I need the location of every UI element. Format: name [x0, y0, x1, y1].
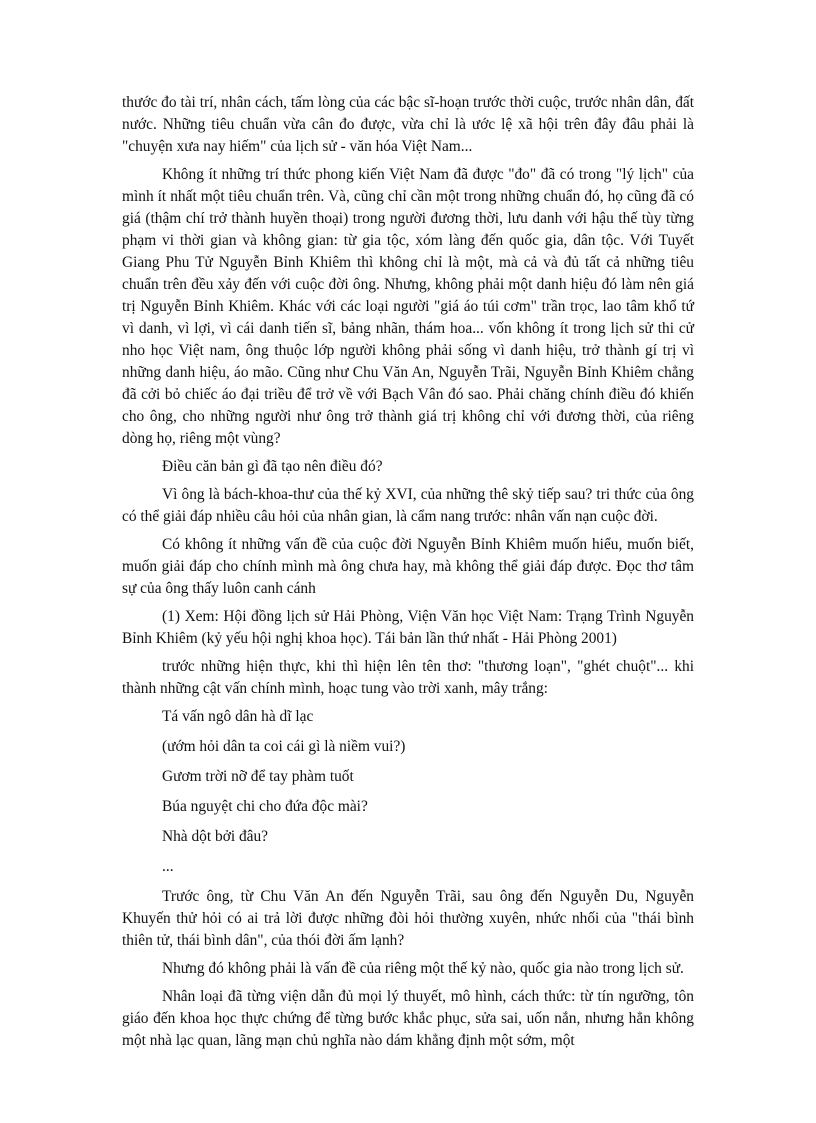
document-page [122, 92, 694, 1058]
paragraph-intellectuals: Không ít những trí thức phong kiến Việt Nam đã được "đo" đã có trong "lý lịch" của mình ít nhất một tiêu chuẩn trên. Và, cũng chỉ cần một trong những chuẩn đó, họ cũng đã có giá (thậm chí trở thành huyền thoại) trong người đương thời, lưu danh với hậu thế tùy từng phạm vi thời gian và không gian: từ gia tộc, xóm làng đến quốc gia, dân tộc. Với Tuyết Giang Phu Tử Nguyễn Bỉnh Khiêm thì không chỉ là một, mà cả và đủ tất cả những tiêu chuẩn trên đều xảy đến với cuộc đời ông. Nhưng, không phải một danh hiệu đó làm nên giá trị Nguyễn Bỉnh Khiêm. Khác với các loại người "giá áo túi cơm" trần trọc, lao tâm khổ tứ vì danh, vì lợi, vì cái danh tiến sĩ, bảng nhãn, thám hoa... vốn không ít trong lịch sử thi cử nho học Việt nam, ông thuộc lớp người không phải sống vì danh hiệu, trở thành gí trị vì những danh hiệu, áo mão. Cũng như Chu Văn An, Nguyễn Trãi, Nguyễn Bỉnh Khiêm chẳng đã cởi bỏ chiếc áo đại triều để trở về với Bạch Vân đó sao. Phải chăng chính điều đó khiến cho ông, cho những người như ông trở thành giá trị không chỉ với đương thời, của riêng dòng họ, riêng một vùng? [122, 166, 694, 447]
paragraph-continued: thước đo tài trí, nhân cách, tấm lòng của các bậc sĩ-hoạn trước thời cuộc, trước nhân dân, đất nước. Những tiêu chuẩn vừa cân đo được, vừa chỉ là ước lệ xã hội trên đây đâu phải là "chuyện xưa nay hiếm" của lịch sử - văn hóa Việt Nam... [122, 94, 694, 155]
paragraph-realities: trước những hiện thực, khi thì hiện lên tên thơ: "thương loạn", "ghét chuột"... khi thành những cật vấn chính mình, hoạc tung vào trời xanh, mây trắng: [122, 658, 694, 697]
verse-line-4: Búa nguyệt chi cho đứa độc mài? [162, 798, 368, 815]
verse-line-2: (ướm hỏi dân ta coi cái gì là niềm vui?) [162, 738, 406, 755]
paragraph-question: Điều căn bản gì đã tạo nên điều đó? [162, 458, 383, 475]
footnote-1: (1) Xem: Hội đồng lịch sử Hải Phòng, Viện Văn học Việt Nam: Trạng Trình Nguyễn Bỉnh Khiêm (kỷ yếu hội nghị khoa học). Tái bản lần thứ nhất - Hải Phòng 2001) [122, 608, 694, 647]
paragraph-problems: Có không ít những vấn đề của cuộc đời Nguyễn Bỉnh Khiêm muốn hiểu, muốn biết, muốn giải đáp cho chính mình mà ông chưa hay, mà không thể giải đáp được. Đọc thơ tâm sự của ông thấy luôn canh cánh [122, 536, 694, 597]
paragraph-not-only: Nhưng đó không phải là vấn đề của riêng một thế kỷ nào, quốc gia nào trong lịch sử. [162, 960, 684, 977]
paragraph-encyclopedia: Vì ông là bách-khoa-thư của thế kỷ XVI, của những thê skỷ tiếp sau? tri thức của ông có thể giải đáp nhiều câu hỏi của nhân gian, là cẩm nang trước: nhân vấn nạn cuộc đời. [122, 486, 694, 525]
verse-line-5: Nhà dột bởi đâu? [162, 828, 269, 845]
verse-line-1: Tá vấn ngô dân hà dĩ lạc [162, 708, 314, 725]
paragraph-before-after: Trước ông, từ Chu Văn An đến Nguyễn Trãi, sau ông đến Nguyễn Du, Nguyễn Khuyến thử hỏi có ai trả lời được những đòi hỏi thường xuyên, nhức nhối của "thái bình thiên tử, thái bình dân", của thói đời ấm lạnh? [122, 888, 694, 949]
verse-ellipsis: ... [162, 858, 174, 875]
verse-line-3: Gươm trời nỡ để tay phàm tuốt [162, 768, 354, 785]
paragraph-humanity: Nhân loại đã từng viện dẫn đủ mọi lý thuyết, mô hình, cách thức: từ tín ngưỡng, tôn giáo đến khoa học thực chứng để từng bước khắc phục, sửa sai, uốn nắn, nhưng hẳn không một nhà lạc quan, lãng mạn chủ nghĩa nào dám khẳng định một sớm, một [122, 988, 694, 1049]
